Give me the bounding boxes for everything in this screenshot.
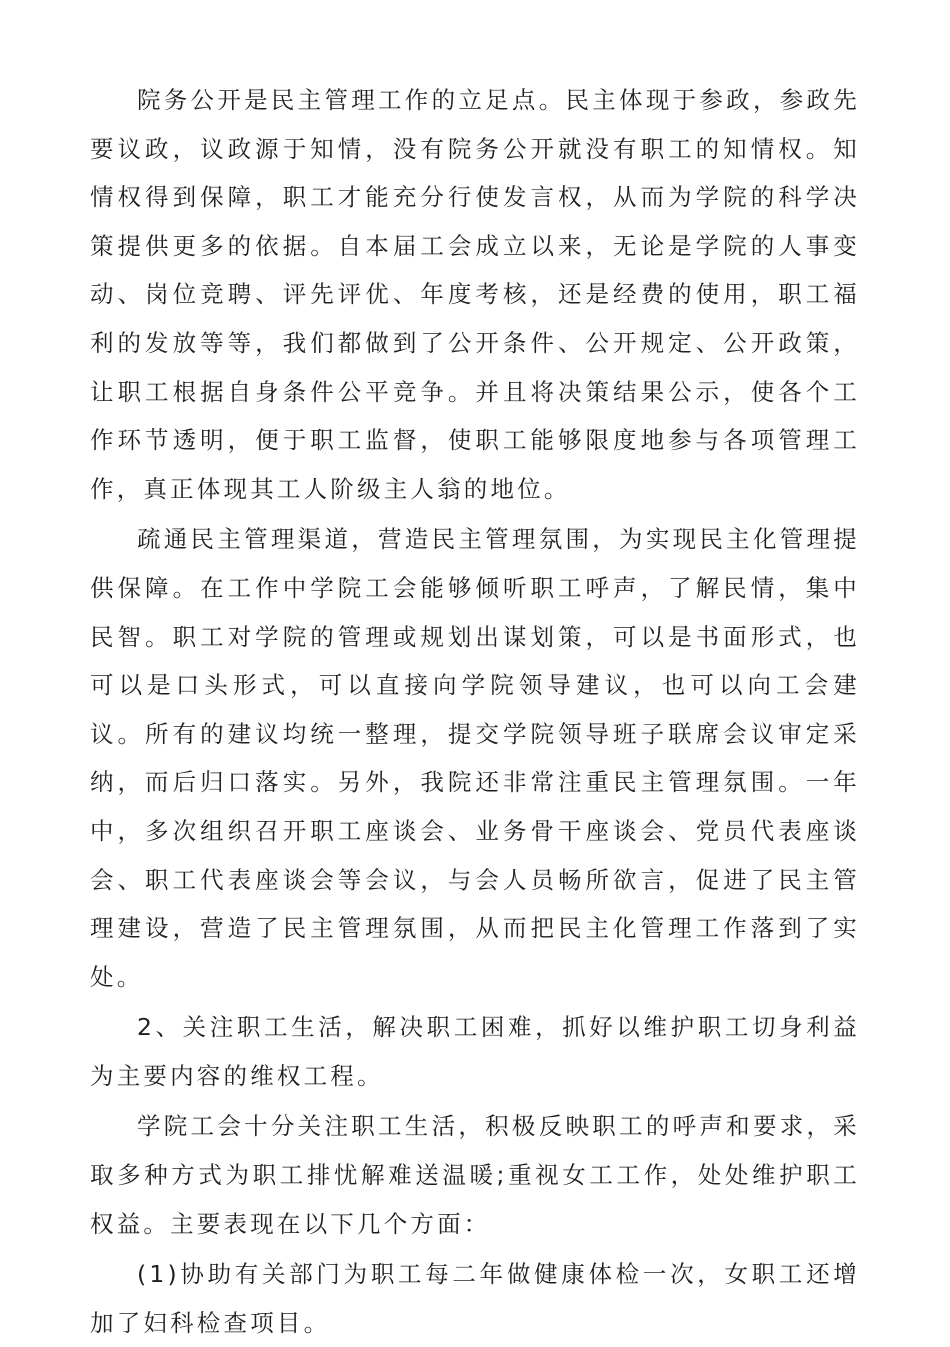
paragraph-disclosure: 院务公开是民主管理工作的立足点。民主体现于参政，参政先要议政，议政源于知情，没有院务公开就没有职工的知情权。知情权得到保障，职工才能充分行使发言权，从而为学院的科学决策提供更多的依据。自本届工会成立以来，无论是学院的人事变动、岗位竞聘、评先评优、年度考核，还是经费的使用，职工福利的发放等等，我们都做到了公开条件、公开规定、公开政策，让职工根据自身条件公平竞争。并且将决策结果公示，使各个工作环节透明，便于职工监督，使职工能够限度地参与各项管理工作，真正体现其工人阶级主人翁的地位。 <box>90 86 860 503</box>
list-item-health-check: (1)协助有关部门为职工每二年做健康体检一次，女职工还增加了妇科检查项目。 <box>90 1260 860 1337</box>
paragraph-welfare-intro: 学院工会十分关注职工生活，积极反映职工的呼声和要求，采取多种方式为职工排忧解难送温暖;重视女工工作，处处维护职工权益。主要表现在以下几个方面： <box>90 1112 860 1238</box>
document-page <box>90 76 860 1347</box>
section-heading-welfare: 2、关注职工生活，解决职工困难，抓好以维护职工切身利益为主要内容的维权工程。 <box>90 1013 860 1090</box>
paragraph-democratic-channels: 疏通民主管理渠道，营造民主管理氛围，为实现民主化管理提供保障。在工作中学院工会能够倾听职工呼声，了解民情，集中民智。职工对学院的管理或规划出谋划策，可以是书面形式，也可以是口头形式，可以直接向学院领导建议，也可以向工会建议。所有的建议均统一整理，提交学院领导班子联席会议审定采纳，而后归口落实。另外，我院还非常注重民主管理氛围。一年中，多次组织召开职工座谈会、业务骨干座谈会、党员代表座谈会、职工代表座谈会等会议，与会人员畅所欲言，促进了民主管理建设，营造了民主管理氛围，从而把民主化管理工作落到了实处。 <box>90 525 860 991</box>
